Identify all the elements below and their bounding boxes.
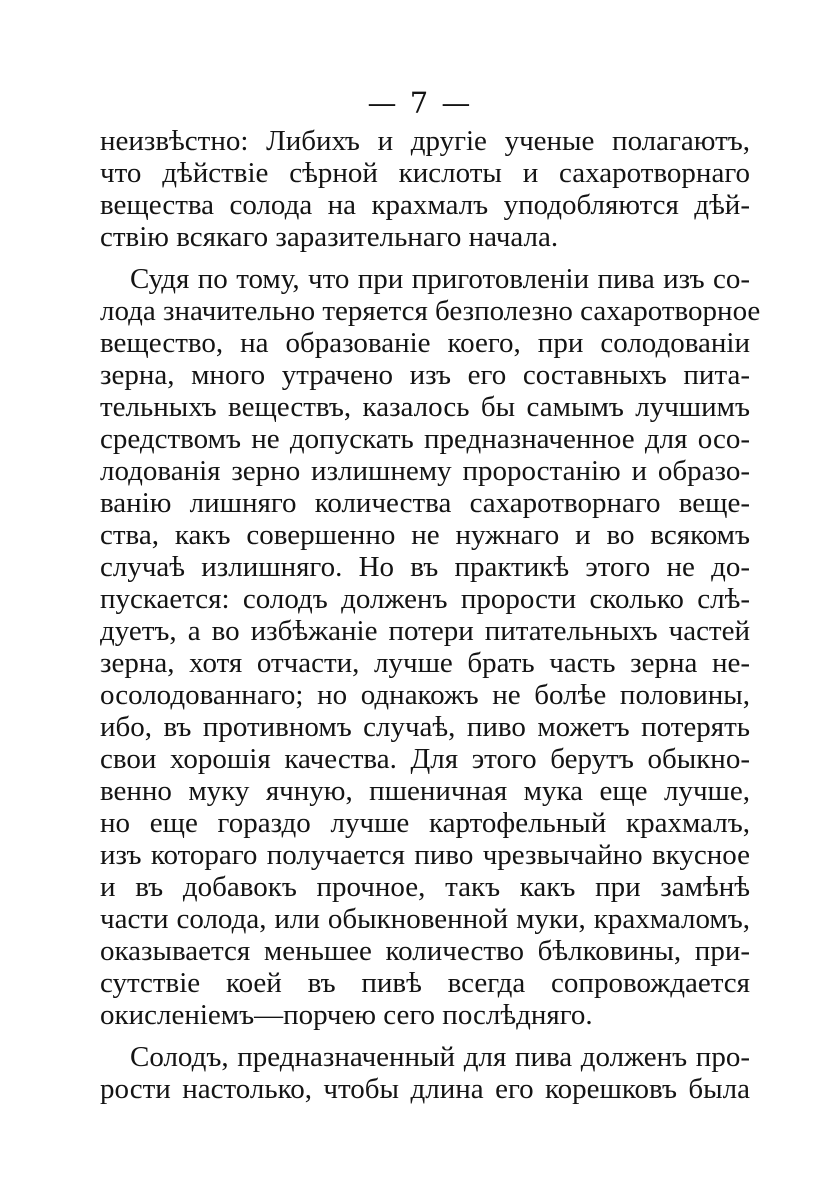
text-line: зерна, много утрачено изъ его составныхъ пита-	[100, 359, 750, 391]
text-line: средствомъ не допускать предназначенное для осо-	[100, 423, 750, 455]
text-line: лода значительно теряется безполезно сахаротворное	[100, 295, 761, 327]
paragraph-3	[100, 1041, 750, 1105]
text-line: пускается: солодъ долженъ прорости сколько слѣ-	[100, 583, 750, 615]
text-line: осолодованнаго; но однакожъ не болѣе половины,	[100, 679, 750, 711]
text-line: тельныхъ веществъ, казалось бы самымъ лучшимъ	[100, 391, 750, 423]
body-text	[100, 125, 761, 1115]
text-line: рости настолько, чтобы длина его корешковъ была	[100, 1073, 750, 1105]
paragraph-2	[100, 263, 761, 1031]
text-line: случаѣ излишняго. Но въ практикѣ этого не до-	[100, 551, 750, 583]
text-line: дуетъ, а во избѣжаніе потери питательныхъ частей	[100, 615, 750, 647]
text-line: изъ котораго получается пиво чрезвычайно вкусное	[100, 839, 750, 871]
text-line: ванію лишняго количества сахаротворнаго веще-	[100, 487, 750, 519]
text-line: окисленіемъ—порчею сего послѣдняго.	[100, 999, 593, 1031]
text-line: вещество, на образованіе коего, при солодованіи	[100, 327, 750, 359]
text-line: вещества солода на крахмалъ уподобляются дѣй-	[100, 189, 750, 221]
paragraph-1	[100, 125, 750, 253]
text-line: ствію всякаго заразительнаго начала.	[100, 221, 559, 253]
text-line: оказывается меньшее количество бѣлковины, при-	[100, 935, 750, 967]
text-line: но еще гораздо лучше картофельный крахмалъ,	[100, 807, 750, 839]
text-line: и въ добавокъ прочное, такъ какъ при замѣнѣ	[100, 871, 750, 903]
text-line: лодованія зерно излишнему проростанію и образо-	[100, 455, 750, 487]
text-line: ибо, въ противномъ случаѣ, пиво можетъ потерять	[100, 711, 750, 743]
page-number: — 7 —	[367, 86, 473, 120]
text-line: свои хорошія качества. Для этого берутъ обыкно-	[100, 743, 750, 775]
text-line: части солода, или обыкновенной муки, крахмаломъ,	[100, 903, 750, 935]
text-line: ства, какъ совершенно не нужнаго и во всякомъ	[100, 519, 750, 551]
text-line: Солодъ, предназначенный для пива долженъ про-	[130, 1041, 750, 1073]
text-line: зерна, хотя отчасти, лучше брать часть зерна не-	[100, 647, 750, 679]
text-line: сутствіе коей въ пивѣ всегда сопровождается	[100, 967, 750, 999]
text-line: Судя по тому, что при приготовленіи пива изъ со-	[130, 263, 750, 295]
text-line: неизвѣстно: Либихъ и другіе ученые полагаютъ,	[100, 125, 750, 157]
text-line: венно муку ячную, пшеничная мука еще лучше,	[100, 775, 750, 807]
text-line: что дѣйствіе сѣрной кислоты и сахаротворнаго	[100, 157, 750, 189]
